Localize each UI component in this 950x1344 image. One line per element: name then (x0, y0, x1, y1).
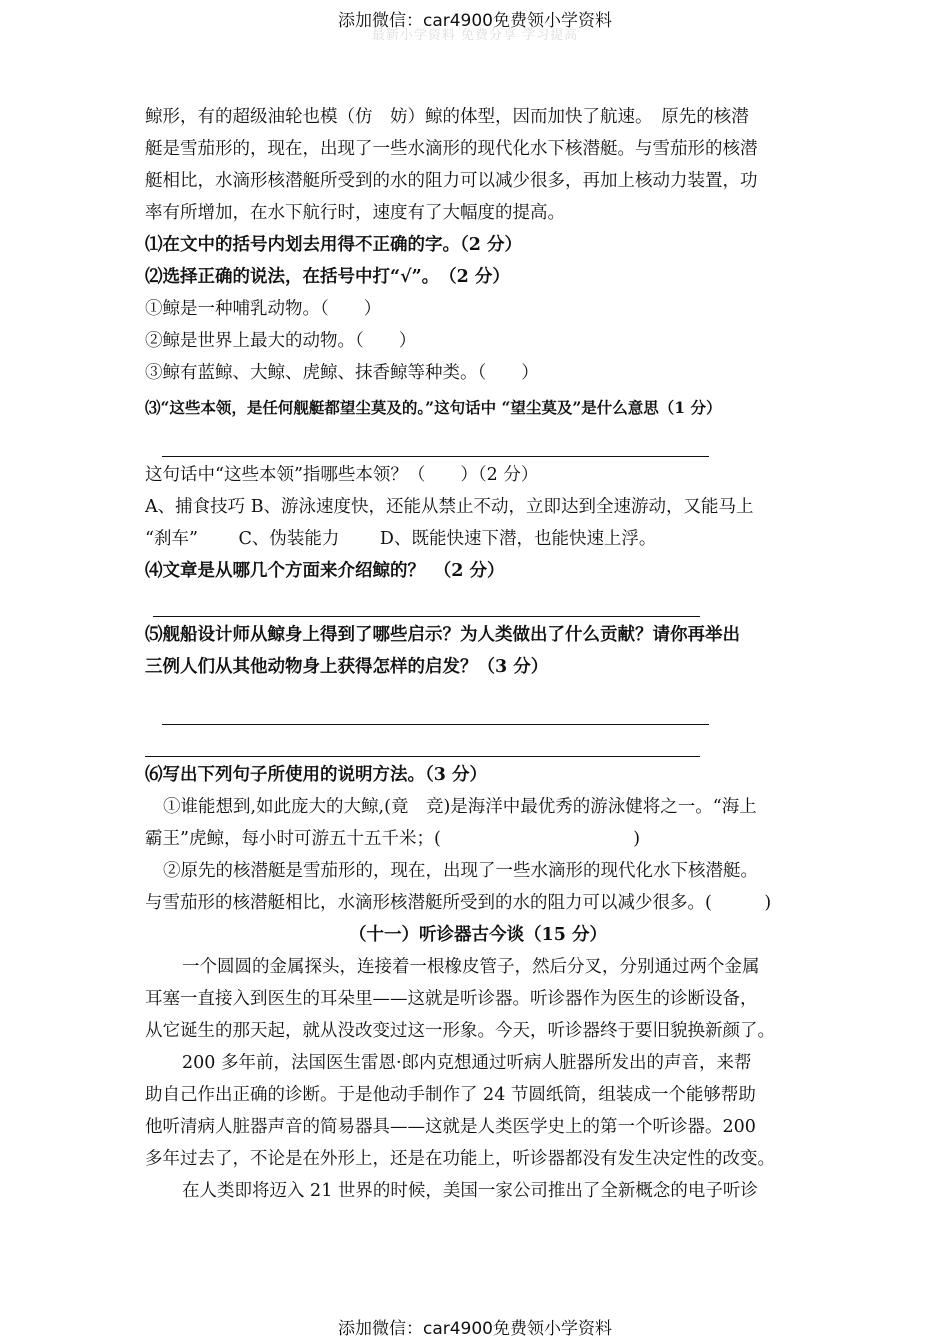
question-3b-text: 这句话中“这些本领”指哪些本领？（ ）（2 分） (145, 465, 539, 485)
passage-line: 多年过去了，不论是在外形上，还是在功能上，听诊器都没有发生决定性的改变。 (145, 1149, 775, 1169)
section-title: （十一）听诊器古今谈（15 分） (349, 925, 607, 945)
question-6-item: 霸王”虎鲸，每小时可游五十五千米；( ) (145, 829, 641, 849)
passage-continuation (145, 101, 811, 229)
question-3b-option: “刹车” C、伪装能力 D、既能快速下潜，也能快速上浮。 (145, 529, 657, 549)
answer-line[interactable] (145, 683, 811, 727)
answer-line[interactable] (145, 727, 811, 759)
passage-line: 鲸形，有的超级油轮也模（仿 妨）鲸的体型，因而加快了航速。 原先的核潜 (145, 107, 749, 127)
passage-line: 艇是雪茄形的，现在，出现了一些水滴形的现代化水下核潜艇。与雪茄形的核潜 (145, 139, 758, 159)
question-5: ⑸舰船设计师从鲸身上得到了哪些启示？为人类做出了什么贡献？请你再举出 (145, 625, 740, 645)
section-passage (145, 951, 811, 1207)
question-5: 三例人们从其他动物身上获得怎样的启发？（3 分） (145, 657, 549, 677)
passage-line: 助自己作出正确的诊断。于是他动手制作了 24 节圆纸筒，组装成一个能够帮助 (145, 1085, 756, 1105)
question-2-item: ③鲸有蓝鲸、大鲸、虎鲸、抹香鲸等种类。（ ） (145, 363, 539, 383)
watermark-faded: 最新小学资料 免费分享 学习提高 (371, 28, 579, 43)
question-2-item: ①鲸是一种哺乳动物。（ ） (145, 299, 382, 319)
answer-underline (153, 616, 700, 617)
passage-line: 率有所增加，在水下航行时，速度有了大幅度的提高。 (145, 203, 565, 223)
document-body (145, 101, 811, 1207)
question-6-item: 与雪茄形的核潜艇相比，水滴形核潜艇所受到的水的阻力可以减少很多。( ) (145, 893, 772, 913)
passage-line: 他听清病人脏器声音的简易器具——这就是人类医学史上的第一个听诊器。200 (145, 1117, 756, 1137)
question-1: ⑴在文中的括号内划去用得不正确的字。（2 分） (145, 235, 523, 255)
passage-line: 艇相比，水滴形核潜艇所受到的水的阻力可以减少很多，再加上核动力装置，功 (145, 171, 758, 191)
question-4: ⑷文章是从哪几个方面来介绍鲸的？ （2 分） (145, 561, 505, 581)
question-6-item: ①谁能想到,如此庞大的大鲸,(竟 竞)是海洋中最优秀的游泳健将之一。“海上 (163, 797, 757, 817)
answer-underline (162, 724, 709, 725)
passage-line: 在人类即将迈入 21 世界的时候，美国一家公司推出了全新概念的电子听诊 (182, 1181, 758, 1201)
question-3b-option: A、捕食技巧 B、游泳速度快，还能从禁止不动，立即达到全速游动，又能马上 (145, 497, 754, 517)
passage-line: 200 多年前，法国医生雷恩·郎内克想通过听病人脏器所发出的声音，来帮 (182, 1053, 752, 1073)
question-6-item: ②原先的核潜艇是雪茄形的，现在，出现了一些水滴形的现代化水下核潜艇。 (163, 861, 758, 881)
passage-line: 耳塞一直接入到医生的耳朵里——这就是听诊器。听诊器作为医生的诊断设备， (145, 989, 758, 1009)
answer-underline (145, 756, 700, 757)
question-3: ⑶“这些本领，是任何舰艇都望尘莫及的。”这句话中 “望尘莫及”是什么意思（1 分） (145, 398, 722, 417)
passage-line: 从它诞生的那天起，就从没改变过这一形象。今天，听诊器终于要旧貌换新颜了。 (145, 1021, 775, 1041)
question-3b (145, 459, 811, 491)
passage-line: 一个圆圆的金属探头，连接着一根橡皮管子，然后分叉，分别通过两个金属 (182, 957, 760, 977)
watermark-bottom: 添加微信：car4900免费领小学资料 (337, 1319, 613, 1339)
answer-line[interactable] (145, 587, 811, 619)
question-2: ⑵选择正确的说法，在括号中打“√”。 （2 分） (145, 267, 510, 287)
watermark-top: 添加微信：car4900免费领小学资料 (337, 11, 613, 31)
answer-underline (162, 456, 709, 457)
question-6: ⑹写出下列句子所使用的说明方法。（3 分） (145, 765, 488, 785)
answer-line[interactable] (145, 427, 811, 459)
question-2-item: ②鲸是世界上最大的动物。（ ） (145, 331, 417, 351)
